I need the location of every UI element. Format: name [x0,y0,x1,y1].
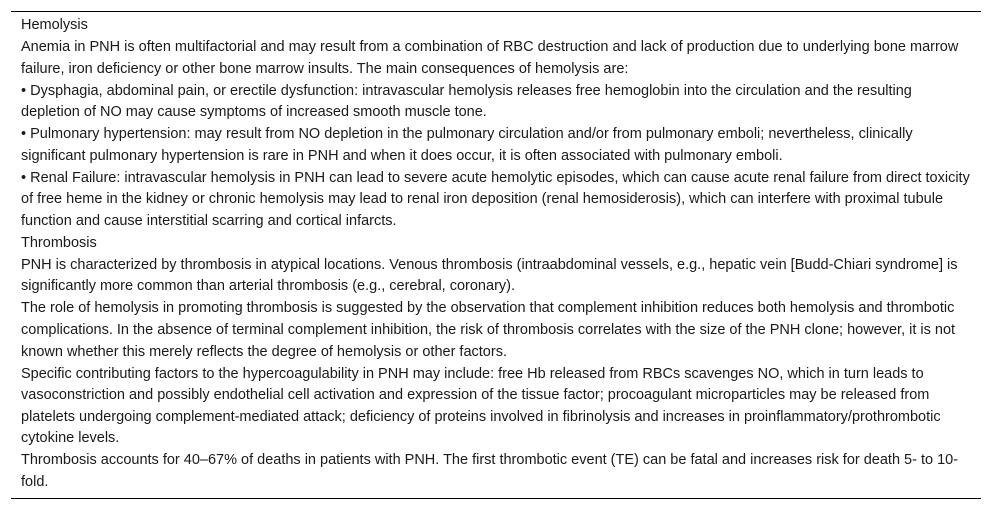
thrombosis-paragraph: The role of hemolysis in promoting thrombosis is suggested by the observation that complement inhibition reduces both hemolysis and thrombotic complications. In the absence of terminal complement inhibition, the risk of thrombosis correlates with the size of the PNH clone; however, it is not known whether this merely reflects the degree of hemolysis or other factors. [21,300,956,360]
thrombosis-paragraph: PNH is characterized by thrombosis in atypical locations. Venous thrombosis (intraabdominal vessels, e.g., hepatic vein [Budd-Chiari syndrome] is significantly more common than arterial thrombosis (e.g., cerebral, coronary). [21,256,958,295]
section-heading-hemolysis: Hemolysis [21,17,88,33]
hemolysis-bullet-renal: • Renal Failure: intravascular hemolysis in PNH can lead to severe acute hemolytic episodes, which can cause acute renal failure from direct toxicity of free heme in the kidney or chronic hemolysis may lead to renal iron deposition (renal hemosiderosis), which can interfere with proximal tubule function and cause interstitial scarring and cortical infarcts. [21,169,970,229]
thrombosis-paragraph: Specific contributing factors to the hypercoagulability in PNH may include: free Hb released from RBCs scavenges NO, which in turn leads to vasoconstriction and possibly endothelial cell activation and expression of the tissue factor; procoagulant microparticles may be released from platelets undergoing complement-mediated attack; deficiency of proteins involved in fibrinolysis and increases in proinflammatory/prothrombotic cytokine levels. [21,365,941,447]
thrombosis-paragraph: Thrombosis accounts for 40–67% of deaths in patients with PNH. The first thrombotic event (TE) can be fatal and increases risk for death 5- to 10-fold. [21,452,959,490]
hemolysis-bullet-pulmonary: • Pulmonary hypertension: may result from NO depletion in the pulmonary circulation and/or from pulmonary emboli; nevertheless, clinically significant pulmonary hypertension is rare in PNH and when it does occur, it is often associated with pulmonary emboli. [21,126,913,164]
hemolysis-intro: Anemia in PNH is often multifactorial and may result from a combination of RBC destruction and lack of production due to underlying bone marrow failure, iron deficiency or other bone marrow insults. The main consequences of hemolysis are: [21,38,959,77]
hemolysis-bullet-dysphagia: • Dysphagia, abdominal pain, or erectile dysfunction: intravascular hemolysis releases free hemoglobin into the circulation and the resulting depletion of NO may cause symptoms of increased smooth muscle tone. [21,82,912,121]
section-heading-thrombosis: Thrombosis [21,234,97,251]
content-table [11,11,981,499]
